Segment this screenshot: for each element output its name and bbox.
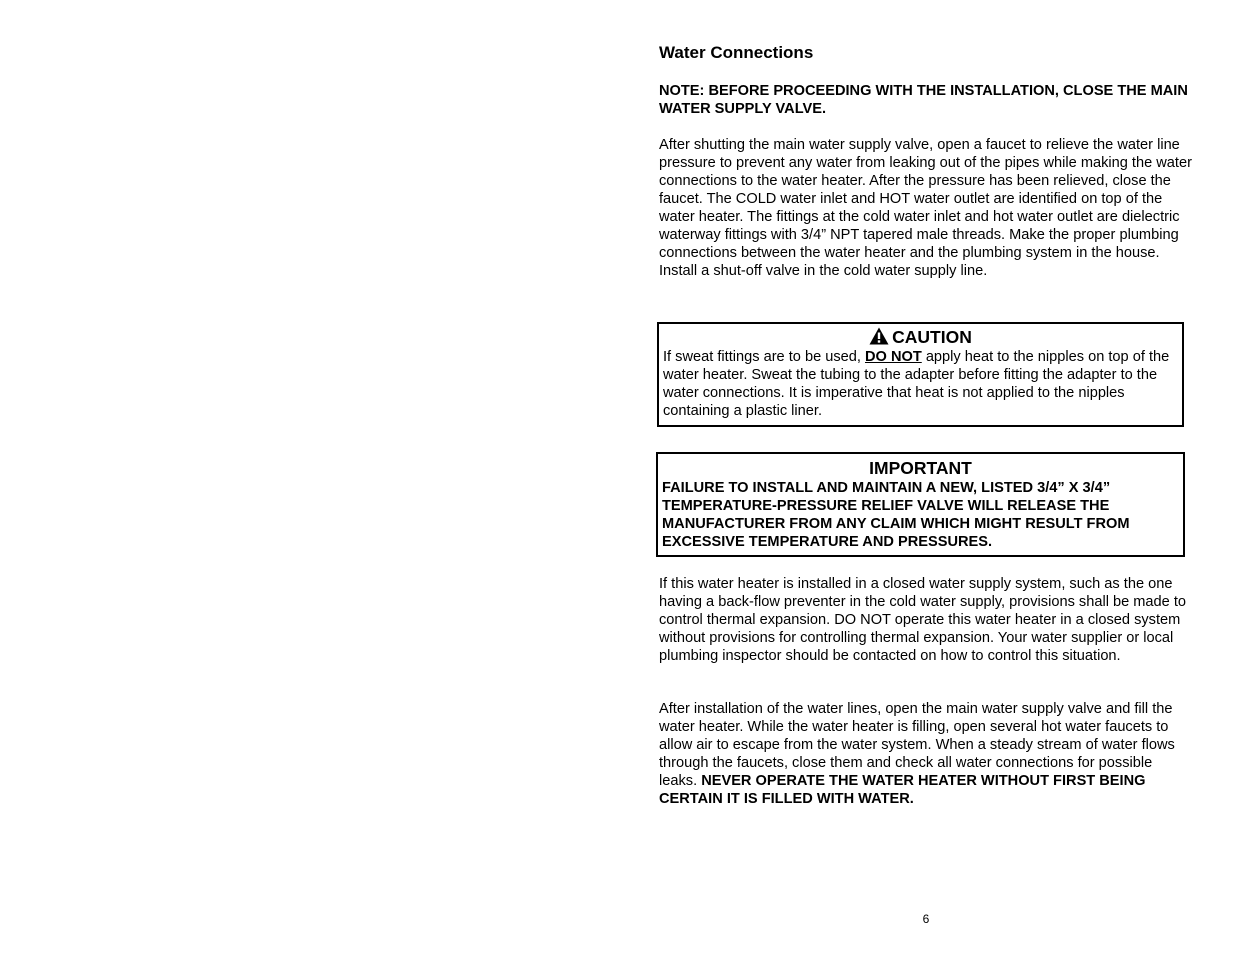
important-title: IMPORTANT <box>869 458 972 478</box>
paragraph-fill-instructions <box>659 700 1194 808</box>
caution-text-before: If sweat fittings are to be used, <box>663 349 865 365</box>
page-number: 6 <box>922 912 930 926</box>
important-box <box>656 452 1185 557</box>
paragraph-thermal-expansion: If this water heater is installed in a closed water supply system, such as the one having a back-flow preventer in the cold water supply, provisions shall be made to control thermal expansion. DO NOT operate this water heater in a closed system without provisions for controlling thermal expansion. Your water supplier or local plumbing inspector should be contacted on how to control this situation. <box>659 576 1187 664</box>
important-text: FAILURE TO INSTALL AND MAINTAIN A NEW, LISTED 3/4” X 3/4” TEMPERATURE-PRESSURE RELIEF VALVE WILL RELEASE THE MANUFACTURER FROM ANY CLAIM WHICH MIGHT RESULT FROM EXCESSIVE TEMPERATURE AND PRESSURES. <box>662 480 1130 550</box>
fill-warning: NEVER OPERATE THE WATER HEATER WITHOUT FIRST BEING CERTAIN IT IS FILLED WITH WATER. <box>659 773 1146 807</box>
caution-title: CAUTION <box>892 327 972 347</box>
fill-instructions-text: After installation of the water lines, open the main water supply valve and fill the water heater. While the water heater is filling, open several hot water faucets to allow air to escape from the water system. When a steady stream of water flows through the faucets, close them and check all water connections for possible leaks. <box>659 701 1175 789</box>
caution-text <box>663 348 1178 420</box>
paragraph-shutoff-instructions: After shutting the main water supply valve, open a faucet to relieve the water line pressure to prevent any water from leaking out of the pipes while making the water connections to the water heater. After the pressure has been relieved, close the faucet. The COLD water inlet and HOT water outlet are identified on top of the water heater. The fittings at the cold water inlet and hot water outlet are dielectric waterway fittings with 3/4” NPT tapered male threads. Make the proper plumbing connections between the water heater and the plumbing system in the house. Install a shut-off valve in the cold water supply line. <box>659 137 1192 279</box>
caution-heading <box>663 326 1178 348</box>
warning-triangle-icon <box>869 327 889 345</box>
installation-note: NOTE: BEFORE PROCEEDING WITH THE INSTALLATION, CLOSE THE MAIN WATER SUPPLY VALVE. <box>659 83 1188 117</box>
caution-text-after: apply heat to the nipples on top of the water heater. Sweat the tubing to the adapter before fitting the adapter to the water connections. It is imperative that heat is not applied to the nipples containing a plastic liner. <box>663 349 1170 419</box>
caution-box <box>657 322 1184 427</box>
caution-emphasis: DO NOT <box>865 349 922 365</box>
section-title: Water Connections <box>659 43 814 62</box>
